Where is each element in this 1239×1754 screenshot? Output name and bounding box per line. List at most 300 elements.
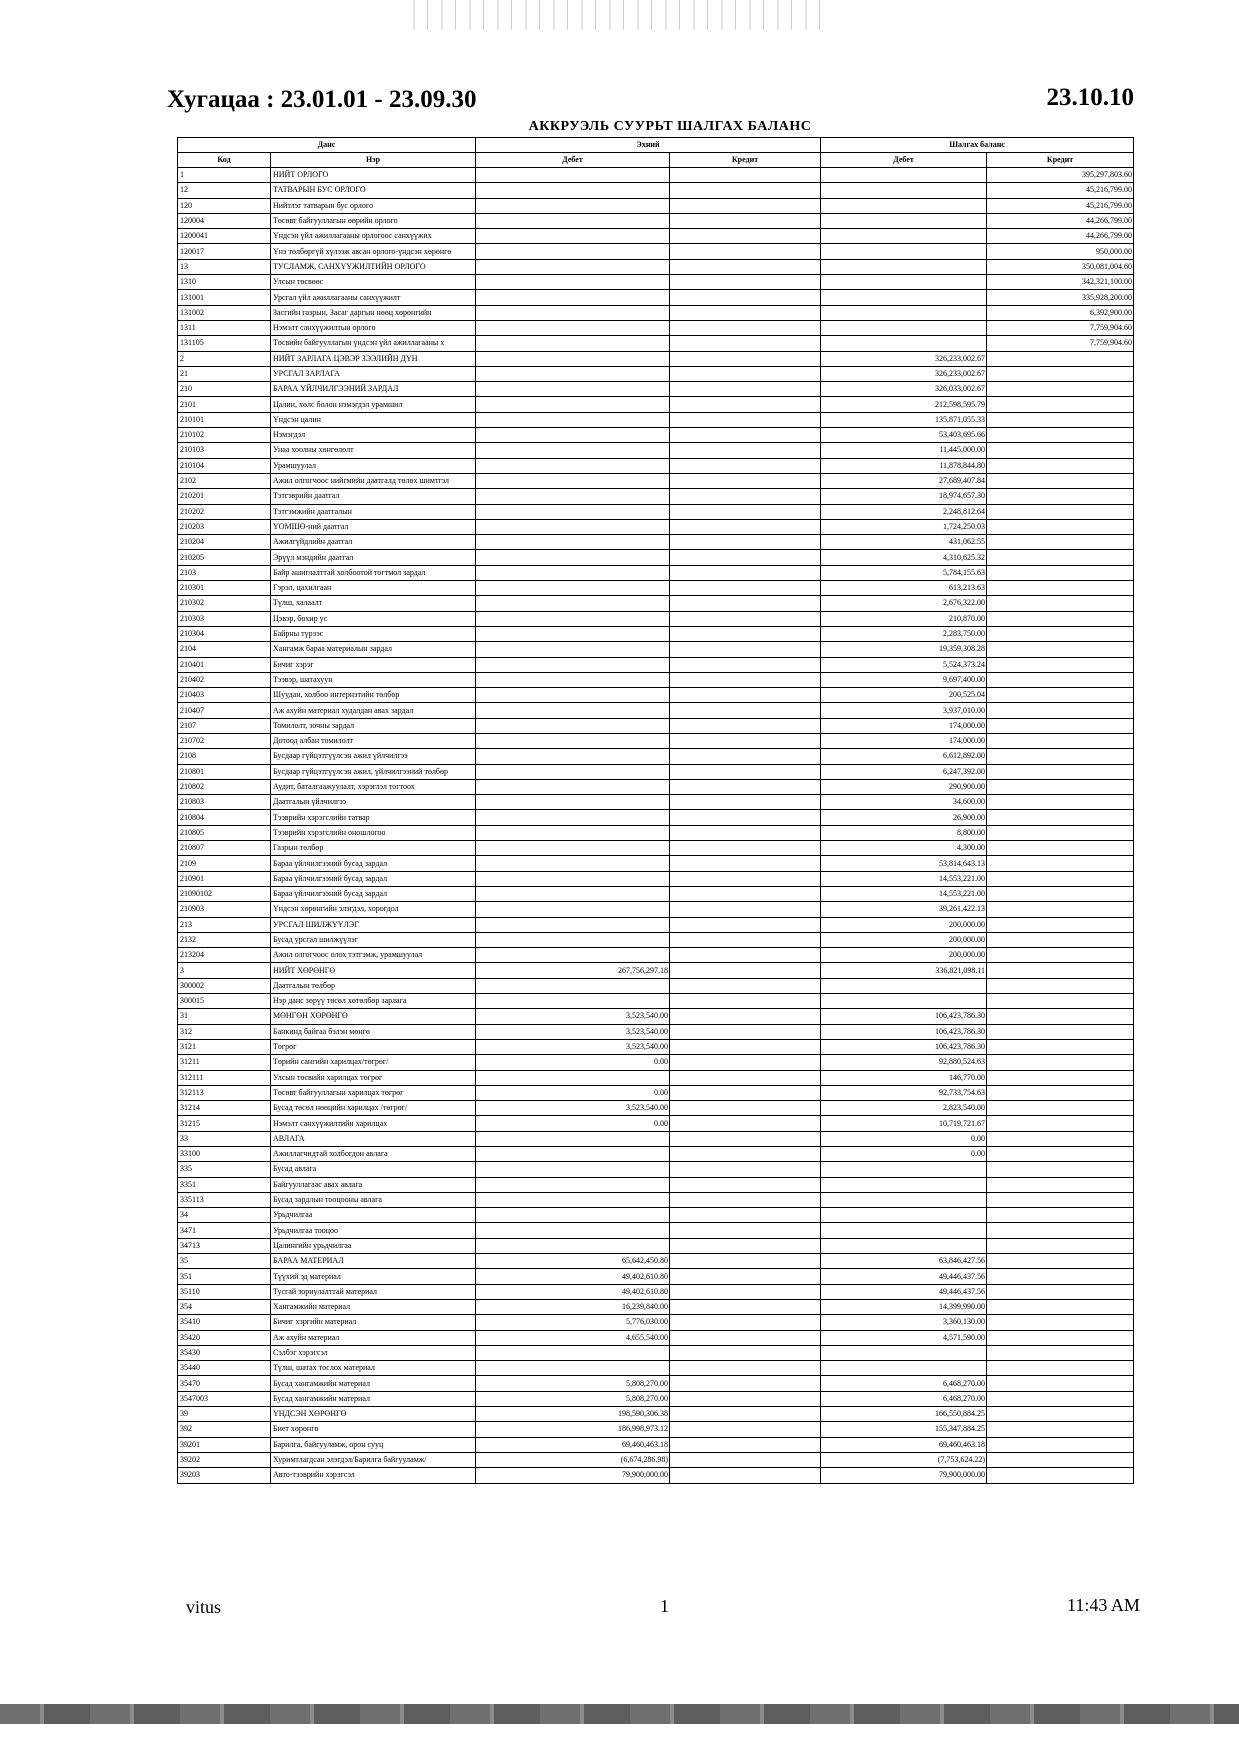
tb-debit-cell: 18,974,657.30 (821, 489, 987, 504)
tb-debit-cell: 174,000.00 (821, 733, 987, 748)
account-name-cell: Цалин, хөлс болон нэмэгдэл урамшил (271, 397, 476, 412)
account-code-cell: 131002 (178, 305, 271, 320)
tb-debit-cell: 1,724,250.03 (821, 519, 987, 534)
account-name-cell: Бусдаар гүйцэтгүүлсэн ажил, үйлчилгээний төлбөр (271, 764, 476, 779)
tb-credit-cell (987, 1024, 1134, 1039)
tb-debit-cell (821, 183, 987, 198)
tb-debit-cell: 8,800.00 (821, 825, 987, 840)
account-name-cell: Үнэ төлбөргүй хүлээж авсан орлого-үндсэн хөрөнгө (271, 244, 476, 259)
opening-credit-cell (670, 948, 821, 963)
opening-debit-cell (476, 856, 670, 871)
table-row (178, 1407, 1134, 1422)
account-code-cell: 210804 (178, 810, 271, 825)
account-code-cell: 210805 (178, 825, 271, 840)
tb-debit-cell (821, 1223, 987, 1238)
account-name-cell: Түлш, халаалт (271, 596, 476, 611)
account-code-cell: 3471 (178, 1223, 271, 1238)
opening-debit-cell: 4,655,540.00 (476, 1330, 670, 1345)
account-code-cell: 2101 (178, 397, 271, 412)
opening-debit-cell (476, 428, 670, 443)
table-row (178, 1468, 1134, 1483)
opening-credit-cell (670, 1330, 821, 1345)
account-code-cell: 210304 (178, 626, 271, 641)
opening-credit-cell (670, 764, 821, 779)
account-code-cell: 120004 (178, 213, 271, 228)
table-row (178, 795, 1134, 810)
opening-debit-cell (476, 825, 670, 840)
tb-debit-cell (821, 168, 987, 183)
account-name-cell: НИЙТ ЗАРЛАГА ЦЭВЭР ЗЭЭЛИЙН ДҮН (271, 351, 476, 366)
opening-debit-cell: 65,642,450.80 (476, 1254, 670, 1269)
account-code-cell: 31214 (178, 1101, 271, 1116)
opening-debit-cell: 186,998,973.12 (476, 1422, 670, 1437)
tb-debit-cell: 92,733,754.63 (821, 1085, 987, 1100)
opening-debit-cell: 3,523,540.00 (476, 1024, 670, 1039)
tb-debit-cell: 11,445,000.00 (821, 443, 987, 458)
account-code-cell: 312 (178, 1024, 271, 1039)
tb-debit-cell: 63,846,427.56 (821, 1254, 987, 1269)
opening-debit-cell (476, 1361, 670, 1376)
account-code-cell: 1310 (178, 275, 271, 290)
opening-credit-cell (670, 1299, 821, 1314)
report-title: АККРУЭЛЬ СУУРЬТ ШАЛГАХ БАЛАНС (528, 119, 812, 134)
table-row (178, 626, 1134, 641)
tb-credit-cell (987, 1177, 1134, 1192)
account-name-cell: Төрийн сангийн харилцах/төгрөг/ (271, 1055, 476, 1070)
account-code-cell: 120017 (178, 244, 271, 259)
opening-credit-cell (670, 412, 821, 427)
tb-credit-cell (987, 504, 1134, 519)
account-name-cell: АВЛАГА (271, 1131, 476, 1146)
table-row (178, 886, 1134, 901)
tb-debit-cell: 326,233,002.67 (821, 351, 987, 366)
table-row (178, 305, 1134, 320)
opening-debit-cell (476, 489, 670, 504)
opening-credit-cell (670, 244, 821, 259)
tb-credit-cell (987, 1085, 1134, 1100)
table-row (178, 856, 1134, 871)
table-row (178, 504, 1134, 519)
account-name-cell: Цалингийн урьдчилгаа (271, 1238, 476, 1253)
opening-credit-cell (670, 978, 821, 993)
tb-debit-cell: 2,248,812.64 (821, 504, 987, 519)
table-row (178, 1208, 1134, 1223)
tb-debit-cell: 14,553,221.00 (821, 886, 987, 901)
report-period: Хугацаа : 23.01.01 - 23.09.30 (167, 86, 477, 113)
tb-credit-cell (987, 1391, 1134, 1406)
tb-credit-cell: 342,321,100.00 (987, 275, 1134, 290)
account-name-cell: Тээврийн хэрэгслийн татвар (271, 810, 476, 825)
opening-credit-cell (670, 565, 821, 580)
account-code-cell: 335 (178, 1162, 271, 1177)
account-name-cell: Ажил олгогчоос олох тэтгэмж, урамшуулал (271, 948, 476, 963)
tb-credit-cell (987, 994, 1134, 1009)
opening-debit-cell (476, 932, 670, 947)
account-name-cell: Бараа үйлчилгээний бусад зардал (271, 856, 476, 871)
tb-credit-cell (987, 1468, 1134, 1483)
account-name-cell: Бусад төсөл нөөцийн харилцах /төгрөг/ (271, 1101, 476, 1116)
tb-debit-cell (821, 1177, 987, 1192)
account-name-cell: Аудит, баталгаажуулалт, хэрэглэл тогтоох (271, 779, 476, 794)
tb-credit-cell (987, 626, 1134, 641)
opening-credit-cell (670, 473, 821, 488)
tb-debit-cell: 200,000.00 (821, 948, 987, 963)
table-row (178, 168, 1134, 183)
tb-debit-cell: 69,460,463.18 (821, 1437, 987, 1452)
tb-credit-cell (987, 565, 1134, 580)
tb-debit-cell: 3,360,130.00 (821, 1315, 987, 1330)
account-code-cell: 3 (178, 963, 271, 978)
opening-debit-cell (476, 244, 670, 259)
account-code-cell: 2109 (178, 856, 271, 871)
opening-debit-cell (476, 779, 670, 794)
opening-group-header: Эхний (476, 138, 821, 153)
tb-debit-cell: 4,571,590.00 (821, 1330, 987, 1345)
account-name-cell: Гэрэл, цахилгаан (271, 581, 476, 596)
opening-debit-cell (476, 351, 670, 366)
table-row (178, 1254, 1134, 1269)
account-code-cell: 210201 (178, 489, 271, 504)
account-code-cell: 34 (178, 1208, 271, 1223)
table-row (178, 428, 1134, 443)
scan-artifact-bottom (0, 1704, 1239, 1724)
opening-credit-cell (670, 1376, 821, 1391)
account-name-cell: Дотоод албан томилолт (271, 733, 476, 748)
opening-debit-cell (476, 290, 670, 305)
tb-debit-cell: 6,468,270.00 (821, 1376, 987, 1391)
account-name-cell: Нэмэгдэл (271, 428, 476, 443)
opening-debit-cell: 49,402,610.80 (476, 1269, 670, 1284)
opening-debit-cell (476, 275, 670, 290)
opening-credit-cell (670, 1437, 821, 1452)
tb-credit-cell (987, 519, 1134, 534)
tb-credit-cell (987, 810, 1134, 825)
account-code-cell: 210401 (178, 657, 271, 672)
opening-credit-cell (670, 336, 821, 351)
opening-debit-cell (476, 978, 670, 993)
opening-credit-cell (670, 795, 821, 810)
opening-credit-cell (670, 366, 821, 381)
tb-credit-column-header: Кредит (987, 153, 1134, 168)
tb-debit-cell: 166,550,884.25 (821, 1407, 987, 1422)
opening-credit-cell (670, 550, 821, 565)
opening-credit-cell (670, 1070, 821, 1085)
table-row (178, 688, 1134, 703)
tb-debit-cell (821, 229, 987, 244)
tb-debit-cell: 0.00 (821, 1147, 987, 1162)
table-row (178, 932, 1134, 947)
account-code-cell: 210903 (178, 902, 271, 917)
opening-credit-cell (670, 1284, 821, 1299)
account-code-cell: 39202 (178, 1452, 271, 1467)
tb-debit-cell: 5,524,373.24 (821, 657, 987, 672)
ledger-body (178, 168, 1134, 1484)
opening-credit-cell (670, 213, 821, 228)
table-row (178, 550, 1134, 565)
opening-debit-cell (476, 581, 670, 596)
table-row (178, 581, 1134, 596)
table-row (178, 1299, 1134, 1314)
account-code-cell: 3547003 (178, 1391, 271, 1406)
tb-credit-cell (987, 1162, 1134, 1177)
opening-debit-cell (476, 366, 670, 381)
account-name-cell: ТУСЛАМЖ, САНХҮҮЖИЛТИЙН ОРЛОГО (271, 259, 476, 274)
account-code-cell: 33100 (178, 1147, 271, 1162)
tb-debit-cell (821, 978, 987, 993)
table-row (178, 1361, 1134, 1376)
opening-credit-cell (670, 626, 821, 641)
opening-debit-cell (476, 519, 670, 534)
account-code-cell: 34713 (178, 1238, 271, 1253)
opening-credit-cell (670, 749, 821, 764)
opening-debit-cell (476, 336, 670, 351)
tb-debit-cell (821, 1238, 987, 1253)
opening-debit-cell (476, 917, 670, 932)
footer-page-number: 1 (660, 1596, 669, 1616)
account-name-cell: Барилга, байгууламж, орон сууц (271, 1437, 476, 1452)
account-name-cell: Даатгалын үйлчилгээ (271, 795, 476, 810)
account-code-cell: 210101 (178, 412, 271, 427)
table-row (178, 1177, 1134, 1192)
account-name-cell: ҮОМШӨ-ний даатгал (271, 519, 476, 534)
opening-debit-cell: 0.00 (476, 1116, 670, 1131)
account-name-cell: Түлш, шатах тослох материал (271, 1361, 476, 1376)
table-row (178, 779, 1134, 794)
tb-debit-cell (821, 320, 987, 335)
table-row (178, 810, 1134, 825)
tb-debit-cell: 9,697,400.00 (821, 672, 987, 687)
opening-credit-cell (670, 902, 821, 917)
tb-credit-cell (987, 397, 1134, 412)
account-name-cell: Эрүүл мэндийн даатгал (271, 550, 476, 565)
opening-credit-cell (670, 1391, 821, 1406)
table-row (178, 412, 1134, 427)
tb-credit-cell (987, 382, 1134, 397)
tb-credit-cell (987, 703, 1134, 718)
opening-debit-cell: 3,523,540.00 (476, 1009, 670, 1024)
opening-credit-cell (670, 657, 821, 672)
table-row (178, 749, 1134, 764)
tb-credit-cell (987, 412, 1134, 427)
account-name-cell: ТАТВАРЫН БУС ОРЛОГО (271, 183, 476, 198)
opening-credit-cell (670, 1131, 821, 1146)
account-code-cell: 210807 (178, 841, 271, 856)
table-row (178, 290, 1134, 305)
opening-credit-cell (670, 1055, 821, 1070)
tb-credit-cell (987, 948, 1134, 963)
opening-credit-cell (670, 1407, 821, 1422)
account-group-header: Данс (178, 138, 476, 153)
tb-credit-cell (987, 1192, 1134, 1207)
account-code-cell: 210901 (178, 871, 271, 886)
account-name-cell: Тээврийн хэрэгслийн оношлогоо (271, 825, 476, 840)
opening-credit-cell (670, 489, 821, 504)
opening-debit-cell: 5,808,270.00 (476, 1391, 670, 1406)
table-row (178, 1223, 1134, 1238)
tb-debit-cell: 49,446,437.56 (821, 1284, 987, 1299)
opening-debit-cell: 16,239,840.00 (476, 1299, 670, 1314)
tb-credit-cell (987, 642, 1134, 657)
opening-credit-cell (670, 1452, 821, 1467)
account-code-cell: 351 (178, 1269, 271, 1284)
account-name-cell: Төгрөг (271, 1039, 476, 1054)
opening-credit-cell (670, 932, 821, 947)
account-code-cell: 35110 (178, 1284, 271, 1299)
account-code-cell: 210303 (178, 611, 271, 626)
opening-debit-cell (476, 1177, 670, 1192)
tb-debit-cell: 290,900.00 (821, 779, 987, 794)
table-row (178, 596, 1134, 611)
opening-debit-cell (476, 535, 670, 550)
opening-credit-cell (670, 642, 821, 657)
tb-debit-cell (821, 259, 987, 274)
tb-credit-cell (987, 1039, 1134, 1054)
opening-credit-cell (670, 275, 821, 290)
opening-credit-cell (670, 198, 821, 213)
opening-credit-cell (670, 596, 821, 611)
trial-balance-group-header: Шалгах баланс (821, 138, 1134, 153)
opening-credit-cell (670, 168, 821, 183)
tb-credit-cell (987, 733, 1134, 748)
account-name-cell: Байрны түрээс (271, 626, 476, 641)
account-code-cell: 210204 (178, 535, 271, 550)
opening-credit-cell (670, 504, 821, 519)
opening-credit-cell (670, 1147, 821, 1162)
tb-credit-cell (987, 535, 1134, 550)
account-code-cell: 21 (178, 366, 271, 381)
tb-credit-cell (987, 1254, 1134, 1269)
account-code-cell: 35470 (178, 1376, 271, 1391)
tb-credit-cell (987, 978, 1134, 993)
table-row (178, 1269, 1134, 1284)
account-code-cell: 335113 (178, 1192, 271, 1207)
account-name-cell: Тусгай зориулалттай материал (271, 1284, 476, 1299)
tb-credit-cell (987, 886, 1134, 901)
opening-credit-cell (670, 259, 821, 274)
opening-debit-cell (476, 229, 670, 244)
code-column-header: Код (178, 153, 271, 168)
tb-credit-cell (987, 1101, 1134, 1116)
opening-debit-cell (476, 718, 670, 733)
account-code-cell: 210407 (178, 703, 271, 718)
opening-credit-cell (670, 1177, 821, 1192)
opening-debit-cell: 3,523,540.00 (476, 1039, 670, 1054)
table-row (178, 1330, 1134, 1345)
opening-debit-cell (476, 397, 670, 412)
tb-debit-cell: 26,900.00 (821, 810, 987, 825)
opening-debit-cell (476, 902, 670, 917)
account-code-cell: 31211 (178, 1055, 271, 1070)
account-name-cell: Бусад хангамжийн материал (271, 1391, 476, 1406)
table-row (178, 764, 1134, 779)
tb-credit-cell (987, 795, 1134, 810)
table-row (178, 1116, 1134, 1131)
account-name-cell: Нэмэлт санхүүжилтын орлого (271, 320, 476, 335)
opening-debit-cell (476, 1131, 670, 1146)
account-name-cell: Түүхий эд материал (271, 1269, 476, 1284)
tb-credit-cell (987, 1223, 1134, 1238)
opening-debit-cell (476, 213, 670, 228)
table-row (178, 657, 1134, 672)
opening-credit-cell (670, 428, 821, 443)
account-code-cell: 35430 (178, 1345, 271, 1360)
tb-debit-cell: 336,821,098.11 (821, 963, 987, 978)
table-row (178, 841, 1134, 856)
account-name-cell: Шуудан, холбоо интернэтийн төлбөр (271, 688, 476, 703)
account-name-cell: БАРАА ҮЙЛЧИЛГЭЭНИЙ ЗАРДАЛ (271, 382, 476, 397)
opening-credit-cell (670, 1361, 821, 1376)
tb-credit-cell (987, 1299, 1134, 1314)
opening-credit-cell (670, 382, 821, 397)
tb-debit-cell: 10,719,721.67 (821, 1116, 987, 1131)
tb-debit-cell: 2,283,750.00 (821, 626, 987, 641)
tb-debit-cell (821, 1162, 987, 1177)
table-row (178, 1437, 1134, 1452)
tb-debit-cell: (7,753,624.22) (821, 1452, 987, 1467)
account-name-cell: Нийтлэг татварын бус орлого (271, 198, 476, 213)
table-row (178, 1162, 1134, 1177)
opening-credit-cell (670, 779, 821, 794)
tb-debit-cell (821, 1361, 987, 1376)
opening-credit-cell (670, 1009, 821, 1024)
tb-credit-cell: 6,392,900.00 (987, 305, 1134, 320)
opening-debit-cell: 198,590,306.38 (476, 1407, 670, 1422)
tb-credit-cell: 395,297,803.60 (987, 168, 1134, 183)
tb-debit-cell (821, 198, 987, 213)
opening-credit-cell (670, 1024, 821, 1039)
tb-credit-cell (987, 428, 1134, 443)
trial-balance-table (177, 137, 1134, 1484)
account-code-cell: 300015 (178, 994, 271, 1009)
opening-credit-cell (670, 688, 821, 703)
table-row (178, 443, 1134, 458)
opening-credit-cell (670, 581, 821, 596)
tb-credit-cell: 7,759,904.60 (987, 320, 1134, 335)
opening-debit-cell (476, 1345, 670, 1360)
account-name-cell: Хангамжийн материал (271, 1299, 476, 1314)
opening-credit-cell (670, 1085, 821, 1100)
account-code-cell: 35420 (178, 1330, 271, 1345)
opening-debit-cell (476, 810, 670, 825)
tb-debit-cell (821, 1192, 987, 1207)
tb-debit-cell: 146,770.00 (821, 1070, 987, 1085)
tb-credit-cell (987, 657, 1134, 672)
scan-artifact-top (400, 0, 820, 30)
tb-credit-cell (987, 473, 1134, 488)
opening-debit-cell: 5,808,270.00 (476, 1376, 670, 1391)
table-row (178, 458, 1134, 473)
opening-credit-cell (670, 1116, 821, 1131)
tb-debit-cell: 106,423,786.30 (821, 1039, 987, 1054)
opening-credit-cell (670, 458, 821, 473)
account-code-cell: 2103 (178, 565, 271, 580)
tb-debit-cell: 326,233,002.67 (821, 366, 987, 381)
table-row (178, 565, 1134, 580)
tb-credit-cell: 45,216,799.00 (987, 183, 1134, 198)
tb-debit-cell (821, 994, 987, 1009)
tb-credit-cell (987, 749, 1134, 764)
opening-debit-cell (476, 688, 670, 703)
tb-debit-cell: 3,937,010.00 (821, 703, 987, 718)
account-name-cell: Бусад хангамжийн материал (271, 1376, 476, 1391)
header-row-group (178, 138, 1134, 153)
opening-debit-cell (476, 320, 670, 335)
tb-credit-cell (987, 1131, 1134, 1146)
tb-credit-cell (987, 917, 1134, 932)
table-row (178, 1039, 1134, 1054)
account-code-cell: 210302 (178, 596, 271, 611)
opening-credit-cell (670, 718, 821, 733)
